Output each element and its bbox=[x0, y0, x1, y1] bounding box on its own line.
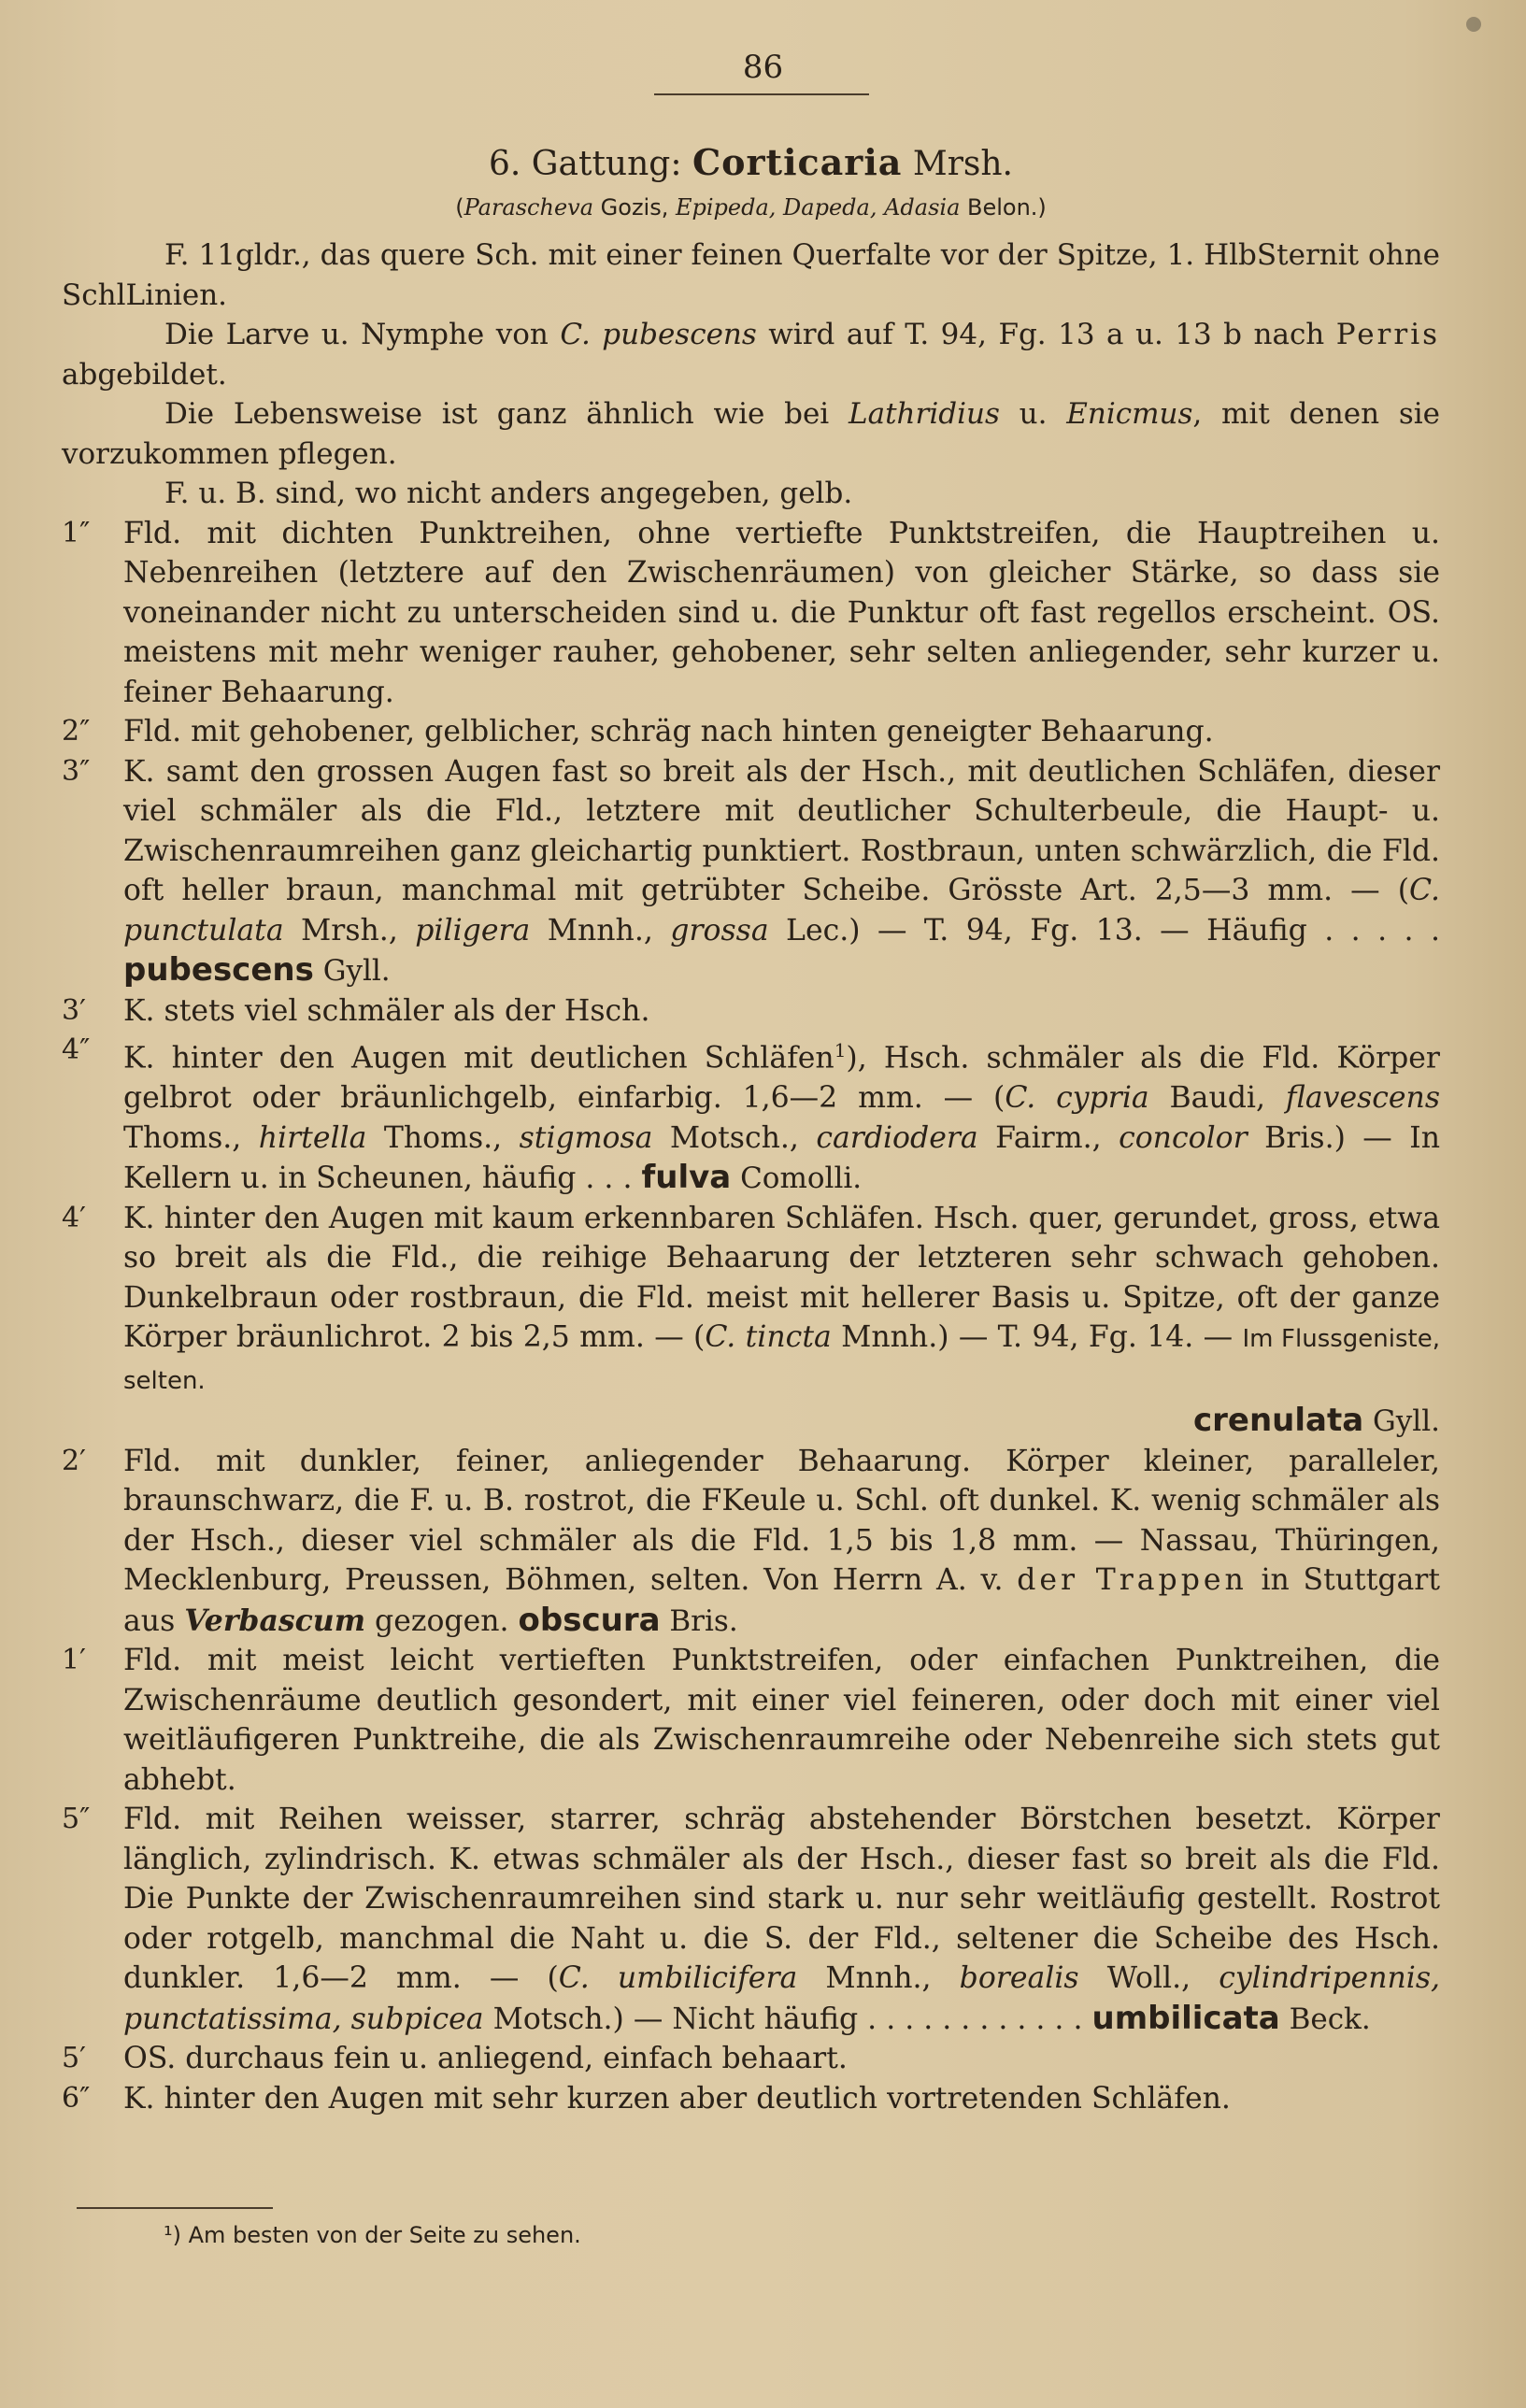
species-name-obscura: obscura bbox=[518, 1601, 661, 1639]
key-entry-3b: 3′ K. stets viel schmäler als der Hsch. bbox=[62, 993, 650, 1028]
species-name-fulva: fulva bbox=[641, 1159, 732, 1196]
key-entry-3: 3″ K. samt den grossen Augen fast so breit als der Hsch., mit deutlichen Schläfen, dieser viel schmäler als die Fld., letztere mit deutlicher Schulterbeule, die Haupt- u. Zwischenraumreihen ganz gleichartig punktiert. Rostbraun, unten schwärzlich, die Fld. oft heller braun, manchmal mit getrübter Scheibe. Grösste Art. 2,5—3 mm. — (C. punctulata Mrsh., piligera Mnnh., grossa Lec.) — T. 94, Fg. 13. — Häufig . . . . . pubescens Gyll. bbox=[62, 754, 1440, 989]
footnote-rule bbox=[77, 2207, 273, 2209]
key-entry-5b: 5′ OS. durchaus fein u. anliegend, einfach behaart. bbox=[62, 2042, 848, 2075]
genus-heading bbox=[62, 140, 1440, 187]
page-number: 86 bbox=[742, 49, 784, 86]
page-content bbox=[62, 140, 1440, 2118]
key-entry-6: 6″ K. hinter den Augen mit sehr kurzen aber deutlich vortretenden Schläfen. bbox=[62, 2081, 1231, 2116]
key-entry-4b: 4′ K. hinter den Augen mit kaum erkennbaren Schläfen. Hsch. quer, gerundet, gross, etwa so breit als die Fld., die reihige Behaarung der letzteren sehr schwach gehoben. Dunkelbraun oder rostbraun, die Fld. meist mit hellerer Basis u. Spitze, oft der ganze Körper bräunlichrot. 2 bis 2,5 mm. — (C. tincta Mnnh.) — T. 94, Fg. 14. — Im Flussgeniste, selten. crenulata Gyll. bbox=[62, 1201, 1440, 1439]
intro-paragraph-4: F. u. B. sind, wo nicht anders angegeben, gelb. bbox=[164, 477, 853, 510]
species-name-pubescens: pubescens bbox=[123, 951, 314, 989]
footnote-marker: 1 bbox=[834, 1039, 847, 1062]
key-entry-1: 1″ Fld. mit dichten Punktreihen, ohne vertiefte Punktstreifen, die Hauptreihen u. Nebenreihen (letztere auf den Zwischenräumen) von gleicher Stärke, so dass sie voneinander nicht zu unterscheiden sind u. die Punktur oft fast regellos erscheint. OS. meistens mit mehr weniger rauher, gehobener, sehr selten anliegender, sehr kurzer u. feiner Behaarung. bbox=[62, 516, 1440, 709]
intro-paragraph-3: Die Lebensweise ist ganz ähnlich wie bei Lathridius u. Enicmus, mit denen sie vorzukommen pflegen. bbox=[62, 397, 1441, 471]
page-number-rule bbox=[654, 93, 869, 95]
ink-spot bbox=[1466, 17, 1481, 32]
key-entry-4: 4″ K. hinter den Augen mit deutlichen Schläfen$^1$), Hsch. schmäler als die Fld. Körper gelbrot oder bräunlichgelb, einfarbig. 1,6—2 mm. — (C. cypria Baudi, flavescens Thoms., hirtella Thoms., stigmosa Motsch., cardiodera Fairm., concolor Bris.) — In Kellern u. in Scheunen, häufig . . . fulva Comolli. bbox=[62, 1033, 1440, 1196]
key-entry-2b: 2′ Fld. mit dunkler, feiner, anliegender Behaarung. Körper kleiner, paralleler, braunschwarz, die F. u. B. rostrot, die FKeule u. Schl. oft dunkel. K. wenig schmäler als der Hsch., dieser viel schmäler als die Fld. 1,5 bis 1,8 mm. — Nassau, Thüringen, Mecklenburg, Preussen, Böhmen, selten. Von Herrn A. v. der Trappen in Stuttgart aus Verbascum gezogen. obscura Bris. bbox=[62, 1444, 1441, 1639]
key-entry-5: 5″ Fld. mit Reihen weisser, starrer, schräg abstehender Börstchen besetzt. Körper länglich, zylindrisch. K. etwas schmäler als der Hsch., dieser fast so breit als die Fld. Die Punkte der Zwischenraumreihen sind stark u. nur sehr weitläufig gestellt. Rostrot oder rotgelb, manchmal die Naht u. die S. der Fld., seltener die Scheibe des Hsch. dunkler. 1,6—2 mm. — (C. umbilicifera Mnnh., borealis Woll., cylindripennis, punctatissima, subpicea Motsch.) — Nicht häufig . . . . . . . . . . . . umbilicata Beck. bbox=[62, 1802, 1441, 2037]
genus-author: Mrsh. bbox=[912, 145, 1014, 183]
species-name-umbilicata: umbilicata bbox=[1091, 1999, 1280, 2037]
genus-name: Corticaria bbox=[692, 141, 903, 183]
intro-paragraph-2: Die Larve u. Nymphe von C. pubescens wird auf T. 94, Fg. 13 a u. 13 b nach Perris abgebildet. bbox=[62, 318, 1441, 392]
heading-prefix: 6. Gattung: bbox=[488, 145, 682, 183]
key-entry-2: 2″ Fld. mit gehobener, gelblicher, schräg nach hinten geneigter Behaarung. bbox=[62, 715, 1214, 748]
genus-synonyms: (Parascheva Gozis, Epipeda, Dapeda, Adasia Belon.) bbox=[455, 194, 1047, 221]
intro-paragraph-1: F. 11gldr., das quere Sch. mit einer feinen Querfalte vor der Spitze, 1. HlbSternit ohne SchlLinien. bbox=[62, 238, 1440, 312]
footnote: ¹) Am besten von der Seite zu sehen. bbox=[164, 2222, 581, 2248]
species-name-crenulata: crenulata bbox=[1192, 1402, 1364, 1439]
key-entry-1b: 1′ Fld. mit meist leicht vertieften Punktstreifen, oder einfachen Punktreihen, die Zwischenräume deutlich gesondert, mit einer viel feineren, oder doch mit einer viel weitläufigeren Punktreihe, die als Zwischenraumreihe oder Nebenreihe sich stets gut abhebt. bbox=[62, 1644, 1440, 1797]
